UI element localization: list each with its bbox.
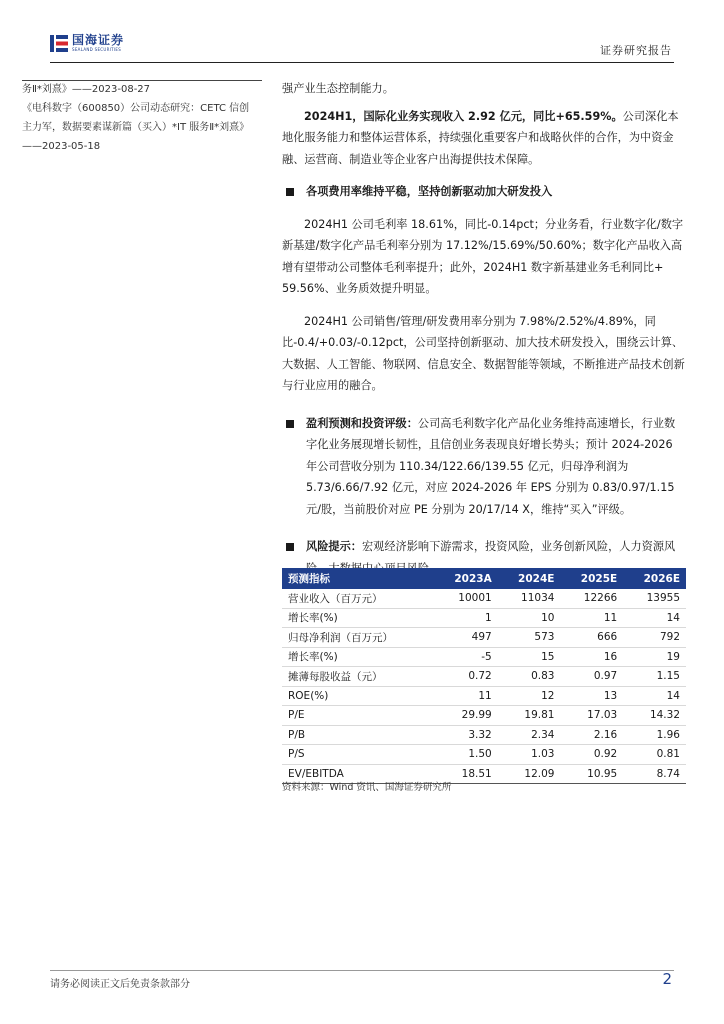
metric-value-cell: 13955: [623, 589, 686, 608]
metric-value-cell: 12.09: [498, 764, 561, 784]
table-row: [282, 589, 686, 608]
report-type-label: 证券研究报告: [600, 44, 672, 57]
metric-label-cell: 归母净利润（百万元）: [282, 628, 434, 648]
metric-value-cell: 16: [560, 647, 623, 667]
table-header-row: [282, 568, 686, 589]
metric-value-cell: 573: [498, 628, 561, 648]
metric-label-cell: P/B: [282, 725, 434, 745]
header-divider: [50, 62, 674, 63]
risk-heading: 风险提示：: [306, 540, 362, 553]
metric-label-cell: ROE(%): [282, 686, 434, 706]
metric-value-cell: 11034: [498, 589, 561, 608]
section-heading-expenses: [282, 181, 686, 203]
metric-value-cell: 13: [560, 686, 623, 706]
footer-disclaimer: 请务必阅读正文后免责条款部分: [50, 979, 190, 990]
paragraph-gross-margin: 2024H1 公司毛利率 18.61%，同比-0.14pct；分业务看，行业数字化/数字新基建/数字化产品毛利率分别为 17.12%/15.69%/50.60%；数字化产品收入高增有望带动公司整体毛利率提升；此外，2024H1 数字新基建业务毛利同比+ 59.56%、业务质效提升明显。: [282, 217, 684, 295]
related-reports-sidebar: [22, 80, 262, 156]
metric-value-cell: 666: [560, 628, 623, 648]
metric-value-cell: 1.03: [498, 745, 561, 765]
related-report-line: ——2023-05-18: [22, 141, 101, 152]
related-report-line: 主力军，数据要素谋新篇（买入）*IT 服务Ⅱ*刘熹》: [22, 122, 250, 133]
metric-value-cell: 11: [434, 686, 498, 706]
table-header-cell: 2026E: [623, 568, 686, 589]
table-header-cell: 2025E: [560, 568, 623, 589]
metric-value-cell: 2.16: [560, 725, 623, 745]
forecast-heading: 盈利预测和投资评级：: [306, 416, 418, 430]
logo-english-name: SEALAND SECURITIES: [72, 47, 122, 52]
metric-value-cell: 0.97: [560, 667, 623, 687]
page-number: 2: [662, 970, 672, 988]
metric-value-cell: 14.32: [623, 706, 686, 726]
metric-value-cell: 0.83: [498, 667, 561, 687]
table-row: [282, 745, 686, 765]
metric-value-cell: 12: [498, 686, 561, 706]
metric-value-cell: 10001: [434, 589, 498, 608]
metric-label-cell: P/S: [282, 745, 434, 765]
metric-value-cell: 2.34: [498, 725, 561, 745]
forecast-text: 公司高毛利数字化产品化业务维持高速增长，行业数字化业务展现增长韧性，且信创业务表现良好增长势头；预计 2024-2026 年公司营收分别为 110.34/122.66/139.55 亿元，归母净利润为 5.73/6.66/7.92 亿元，对应 2024-2026 年 EPS 分别为 0.83/0.97/1.15 元/股，当前股价对应 PE 分别为 20/17/14 X，维持“买入”评级。: [306, 416, 676, 516]
metric-value-cell: 0.92: [560, 745, 623, 765]
metric-value-cell: 1.15: [623, 667, 686, 687]
square-bullet-icon: [286, 188, 294, 196]
metric-value-cell: 8.74: [623, 764, 686, 784]
metric-label-cell: 增长率(%): [282, 647, 434, 667]
metric-value-cell: 10.95: [560, 764, 623, 784]
metric-value-cell: -5: [434, 647, 498, 667]
table-row: [282, 725, 686, 745]
related-report-line: 《电科数字（600850）公司动态研究：CETC 信创: [22, 103, 250, 114]
table-header-cell: 预测指标: [282, 568, 434, 589]
international-text: 公司深化本地化服务能力和整体运营体系，持续强化重要客户和战略伙伴的合作，为中资金融、运营商、制造业等企业客户出海提供技术保障。: [282, 109, 679, 166]
risk-text: 宏观经济影响下游需求，投资风险，业务创新风险，人力资源风: [361, 540, 676, 553]
square-bullet-icon: [286, 420, 294, 428]
metric-value-cell: 11: [560, 608, 623, 628]
metric-value-cell: 17.03: [560, 706, 623, 726]
sealand-logo-icon: [50, 35, 68, 52]
metric-value-cell: 29.99: [434, 706, 498, 726]
metric-value-cell: 1: [434, 608, 498, 628]
metric-value-cell: 12266: [560, 589, 623, 608]
metric-value-cell: 497: [434, 628, 498, 648]
section-title: 各项费用率维持平稳，坚持创新驱动加大研发投入: [306, 185, 553, 198]
metric-label-cell: 营业收入（百万元）: [282, 589, 434, 608]
international-highlight: 2024H1，国际化业务实现收入 2.92 亿元，同比+65.59%。: [304, 109, 623, 123]
metric-value-cell: 1.96: [623, 725, 686, 745]
metric-value-cell: 19.81: [498, 706, 561, 726]
company-logo: [50, 34, 124, 52]
footer-divider: [50, 970, 674, 971]
table-header-cell: 2024E: [498, 568, 561, 589]
metric-label-cell: 增长率(%): [282, 608, 434, 628]
table-row: [282, 667, 686, 687]
paragraph-continuation: 强产业生态控制能力。: [282, 82, 394, 95]
square-bullet-icon: [286, 543, 294, 551]
table-row: [282, 608, 686, 628]
metric-label-cell: 摊薄每股收益（元）: [282, 667, 434, 687]
main-body: [282, 78, 686, 579]
metric-value-cell: 0.81: [623, 745, 686, 765]
related-report-line: 务Ⅱ*刘熹》——2023-08-27: [22, 84, 151, 95]
metric-value-cell: 10: [498, 608, 561, 628]
paragraph-international-business: [282, 106, 686, 171]
forecast-table: [282, 568, 686, 784]
table-row: [282, 628, 686, 648]
metric-value-cell: 18.51: [434, 764, 498, 784]
table-source-note: 资料来源：Wind 资讯、国海证券研究所: [282, 782, 452, 793]
table-header-cell: 2023A: [434, 568, 498, 589]
metric-value-cell: 14: [623, 686, 686, 706]
page-header: [0, 0, 724, 70]
metric-value-cell: 792: [623, 628, 686, 648]
metric-value-cell: 1.50: [434, 745, 498, 765]
table-row: [282, 647, 686, 667]
table-row: [282, 706, 686, 726]
metric-value-cell: 3.32: [434, 725, 498, 745]
table-row: [282, 686, 686, 706]
metric-value-cell: 15: [498, 647, 561, 667]
metric-value-cell: 19: [623, 647, 686, 667]
section-earnings-forecast: [282, 413, 686, 521]
paragraph-expense-ratio: 2024H1 公司销售/管理/研发费用率分别为 7.98%/2.52%/4.89%，同比-0.4/+0.03/-0.12pct，公司坚持创新驱动、加大技术研发投入，围绕云计算、大数据、人工智能、物联网、信息安全、数据智能等领域，不断推进产品技术创新与行业应用的融合。: [282, 314, 685, 392]
metric-label-cell: EV/EBITDA: [282, 764, 434, 784]
metric-label-cell: P/E: [282, 706, 434, 726]
logo-name: 国海证券: [72, 33, 125, 47]
metric-value-cell: 14: [623, 608, 686, 628]
metric-value-cell: 0.72: [434, 667, 498, 687]
